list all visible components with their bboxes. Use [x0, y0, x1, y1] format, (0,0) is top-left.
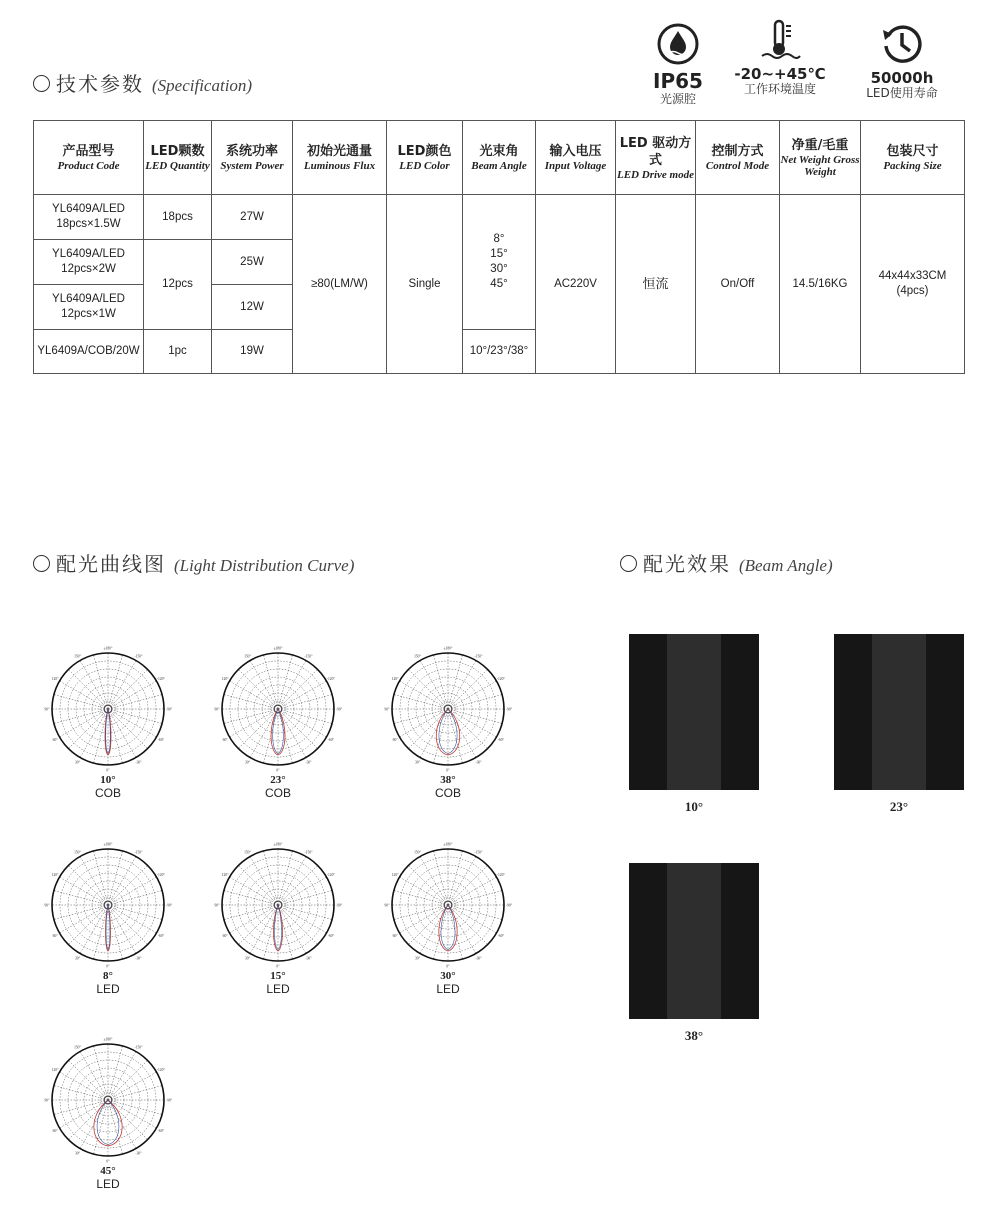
beam-backdrop: [872, 634, 926, 790]
polar-caption: [47, 774, 169, 801]
polar-caption: [47, 1165, 169, 1192]
polar-chart: [384, 833, 513, 1003]
polar-caption: [47, 970, 169, 997]
polar-tick-label: ±180°: [103, 1037, 113, 1042]
polar-tick-label: -30°: [475, 760, 482, 765]
polar-tick-label: 90°: [384, 707, 390, 712]
polar-tick-label: 30°: [414, 956, 421, 961]
spec-section-title: [33, 68, 252, 97]
polar-tick-label: 30°: [74, 760, 81, 765]
polar-tick-label: 90°: [214, 707, 220, 712]
polar-tick-label: -60°: [327, 738, 334, 742]
beam-photo: [629, 634, 759, 790]
polar-tick-label: 120°: [51, 873, 59, 877]
polar-angle-label: 38°: [440, 774, 456, 786]
polar-tick-label: -90°: [335, 903, 343, 908]
polar-tick-label: 30°: [244, 760, 251, 765]
beam-title-en: (Beam Angle): [739, 556, 833, 575]
spec-table: [33, 120, 965, 374]
polar-tick-label: -30°: [305, 956, 312, 961]
polar-tick-label: -30°: [135, 956, 142, 961]
beam-value: 30°: [490, 263, 508, 275]
polar-tick-label: ±180°: [103, 646, 113, 651]
polar-tick-label: 150°: [74, 654, 81, 659]
polar-tick-label: ±180°: [103, 842, 113, 847]
cell-led-qty: 12pcs: [144, 240, 212, 330]
polar-chart-svg: [384, 833, 513, 969]
polar-tick-label: -90°: [165, 1098, 173, 1103]
circle-bullet-icon: [33, 75, 50, 92]
polar-tick-label: -120°: [326, 873, 335, 877]
cell-product-code: YL6409A/LED 18pcs×1.5W: [34, 195, 144, 240]
polar-tick-label: -150°: [474, 850, 483, 855]
table-header-row: [34, 121, 965, 195]
polar-chart-svg: [44, 1028, 173, 1164]
polar-chart: [44, 1028, 173, 1198]
polar-tick-label: ±180°: [273, 646, 283, 651]
cell-led-color: Single: [387, 195, 463, 374]
polar-tick-label: -30°: [305, 760, 312, 765]
beam-title-cn: 配光效果: [643, 552, 731, 576]
polar-tick-label: 150°: [244, 850, 251, 855]
th-system-power: 系统功率 System Power: [212, 121, 293, 195]
polar-tick-label: 60°: [52, 1129, 58, 1133]
polar-caption: [387, 970, 509, 997]
th-weight: 净重/毛重 Net Weight Gross Weight: [780, 121, 861, 195]
cell-product-code: YL6409A/LED 12pcs×1W: [34, 285, 144, 330]
polar-tick-label: -90°: [165, 707, 173, 712]
polar-tick-label: -150°: [134, 1045, 143, 1050]
polar-tick-label: -150°: [474, 654, 483, 659]
waterproof-icon: [656, 22, 700, 66]
polar-tick-label: 120°: [51, 1068, 59, 1072]
clock-icon: [880, 22, 924, 66]
polar-tick-label: 60°: [52, 738, 58, 742]
cell-packing-size: 44x44x33CM (4pcs): [861, 195, 965, 374]
polar-tick-label: -60°: [157, 1129, 164, 1133]
polar-tick-label: 60°: [392, 738, 398, 742]
polar-tick-label: 150°: [74, 1045, 81, 1050]
cell-power: 12W: [212, 285, 293, 330]
polar-tick-label: ±180°: [273, 842, 283, 847]
polar-angle-label: 30°: [440, 970, 456, 982]
polar-tick-label: 0°: [106, 964, 110, 969]
polar-type-label: COB: [434, 786, 461, 800]
lifetime-label: LED使用寿命: [866, 86, 938, 100]
polar-tick-label: ±180°: [443, 842, 453, 847]
polar-caption: [217, 970, 339, 997]
polar-tick-label: 0°: [106, 768, 110, 773]
beam-angle-label: 10°: [684, 799, 704, 814]
polar-tick-label: 0°: [276, 768, 280, 773]
polar-tick-label: 0°: [276, 964, 280, 969]
beam-angle-label: 23°: [889, 799, 909, 814]
th-luminous-flux: 初始光通量 Luminous Flux: [293, 121, 387, 195]
polar-tick-label: -90°: [505, 707, 513, 712]
polar-tick-label: ±180°: [443, 646, 453, 651]
polar-tick-label: -60°: [157, 738, 164, 742]
polar-tick-label: 60°: [392, 934, 398, 938]
polar-type-label: LED: [436, 982, 460, 996]
polar-tick-label: 150°: [244, 654, 251, 659]
table-row: [34, 195, 965, 240]
polar-tick-label: 30°: [74, 1151, 81, 1156]
polar-tick-label: 150°: [414, 850, 421, 855]
ip65-badge: [638, 22, 718, 106]
th-input-voltage: 输入电压 Input Voltage: [536, 121, 616, 195]
polar-tick-label: 150°: [74, 850, 81, 855]
polar-tick-label: 120°: [391, 677, 399, 681]
cell-control-mode: On/Off: [696, 195, 780, 374]
curve-section-title: [33, 548, 354, 577]
beam-photo: [629, 863, 759, 1019]
temp-range: -20~+45℃: [734, 65, 826, 83]
polar-tick-label: 90°: [44, 707, 50, 712]
polar-chart-svg: [44, 637, 173, 773]
polar-tick-label: -60°: [327, 934, 334, 938]
polar-tick-label: -60°: [497, 934, 504, 938]
beam-angle-label: 38°: [684, 1028, 704, 1043]
polar-tick-label: -90°: [165, 903, 173, 908]
spec-title-en: (Specification): [152, 76, 253, 95]
polar-tick-label: 120°: [221, 677, 229, 681]
cell-power: 25W: [212, 240, 293, 285]
thermometer-icon: [758, 18, 802, 62]
polar-tick-label: 60°: [52, 934, 58, 938]
polar-tick-label: 120°: [51, 677, 59, 681]
polar-tick-label: -120°: [326, 677, 335, 681]
cell-input-voltage: AC220V: [536, 195, 616, 374]
polar-type-label: LED: [96, 982, 120, 996]
th-control-mode: 控制方式 Control Mode: [696, 121, 780, 195]
beam-backdrop: [667, 634, 721, 790]
cell-power: 19W: [212, 330, 293, 374]
cell-led-qty: 18pcs: [144, 195, 212, 240]
beam-backdrop: [667, 863, 721, 1019]
polar-tick-label: -150°: [304, 850, 313, 855]
cell-led-qty: 1pc: [144, 330, 212, 374]
polar-angle-label: 15°: [270, 970, 286, 982]
polar-tick-label: -120°: [156, 677, 165, 681]
th-product-code: 产品型号 Product Code: [34, 121, 144, 195]
polar-chart-svg: [214, 833, 343, 969]
ip-rating: IP65: [653, 69, 703, 93]
polar-tick-label: -150°: [134, 654, 143, 659]
beam-value: 15°: [490, 248, 508, 260]
lifetime-hours: 50000h: [870, 69, 934, 87]
cell-beam-angle-cob: 10°/23°/38°: [463, 330, 536, 374]
polar-tick-label: -60°: [157, 934, 164, 938]
polar-tick-label: 150°: [414, 654, 421, 659]
temperature-badge: [730, 18, 830, 96]
beam-section-title: [620, 548, 833, 577]
curve-title-cn: 配光曲线图: [56, 552, 166, 576]
lifetime-badge: [852, 22, 952, 100]
cell-drive-mode: 恒流: [616, 195, 696, 374]
polar-tick-label: 0°: [446, 964, 450, 969]
polar-tick-label: -120°: [496, 677, 505, 681]
temp-label: 工作环境温度: [743, 82, 816, 96]
polar-tick-label: 60°: [222, 934, 228, 938]
polar-chart: [214, 637, 343, 807]
polar-tick-label: 30°: [74, 956, 81, 961]
polar-tick-label: -30°: [475, 956, 482, 961]
beam-value: 8°: [493, 233, 505, 245]
cell-product-code: YL6409A/LED 12pcs×2W: [34, 240, 144, 285]
th-drive-mode: LED 驱动方式 LED Drive mode: [616, 121, 696, 195]
polar-type-label: COB: [94, 786, 121, 800]
polar-tick-label: 0°: [106, 1159, 110, 1164]
polar-tick-label: 90°: [214, 903, 220, 908]
polar-tick-label: -30°: [135, 760, 142, 765]
polar-tick-label: 120°: [221, 873, 229, 877]
cell-weight: 14.5/16KG: [780, 195, 861, 374]
polar-chart: [44, 833, 173, 1003]
beam-photo: [834, 634, 964, 790]
polar-tick-label: 60°: [222, 738, 228, 742]
th-packing-size: 包装尺寸 Packing Size: [861, 121, 965, 195]
polar-tick-label: 90°: [44, 1098, 50, 1103]
circle-bullet-icon: [33, 555, 50, 572]
polar-type-label: LED: [266, 982, 290, 996]
cell-power: 27W: [212, 195, 293, 240]
polar-caption: [387, 774, 509, 801]
polar-tick-label: -120°: [156, 873, 165, 877]
polar-caption: [217, 774, 339, 801]
polar-angle-label: 8°: [103, 970, 113, 982]
polar-angle-label: 45°: [100, 1165, 116, 1177]
beam-value: 45°: [490, 278, 508, 290]
polar-tick-label: -90°: [335, 707, 343, 712]
polar-tick-label: -120°: [496, 873, 505, 877]
th-led-color: LED颜色 LED Color: [387, 121, 463, 195]
polar-chart: [44, 637, 173, 807]
polar-tick-label: 90°: [44, 903, 50, 908]
curve-title-en: (Light Distribution Curve): [174, 556, 355, 575]
polar-chart-svg: [44, 833, 173, 969]
th-led-quantity: LED颗数 LED Quantity: [144, 121, 212, 195]
polar-tick-label: -120°: [156, 1068, 165, 1072]
polar-chart: [384, 637, 513, 807]
polar-tick-label: -30°: [135, 1151, 142, 1156]
polar-tick-label: -150°: [304, 654, 313, 659]
polar-type-label: COB: [264, 786, 291, 800]
spec-title-cn: 技术参数: [56, 72, 144, 96]
polar-angle-label: 23°: [270, 774, 286, 786]
polar-tick-label: -60°: [497, 738, 504, 742]
polar-tick-label: 0°: [446, 768, 450, 773]
polar-tick-label: 30°: [414, 760, 421, 765]
th-beam-angle: 光束角 Beam Angle: [463, 121, 536, 195]
polar-tick-label: 30°: [244, 956, 251, 961]
polar-tick-label: -90°: [505, 903, 513, 908]
polar-type-label: LED: [96, 1177, 120, 1191]
cell-beam-angle-led: [463, 195, 536, 330]
cell-luminous-flux: ≥80(LM/W): [293, 195, 387, 374]
circle-bullet-icon: [620, 555, 637, 572]
polar-angle-label: 10°: [100, 774, 116, 786]
cell-product-code: YL6409A/COB/20W: [34, 330, 144, 374]
polar-tick-label: 120°: [391, 873, 399, 877]
polar-tick-label: -150°: [134, 850, 143, 855]
polar-chart-svg: [384, 637, 513, 773]
polar-chart: [214, 833, 343, 1003]
ip-label: 光源腔: [659, 92, 696, 106]
polar-tick-label: 90°: [384, 903, 390, 908]
polar-chart-svg: [214, 637, 343, 773]
